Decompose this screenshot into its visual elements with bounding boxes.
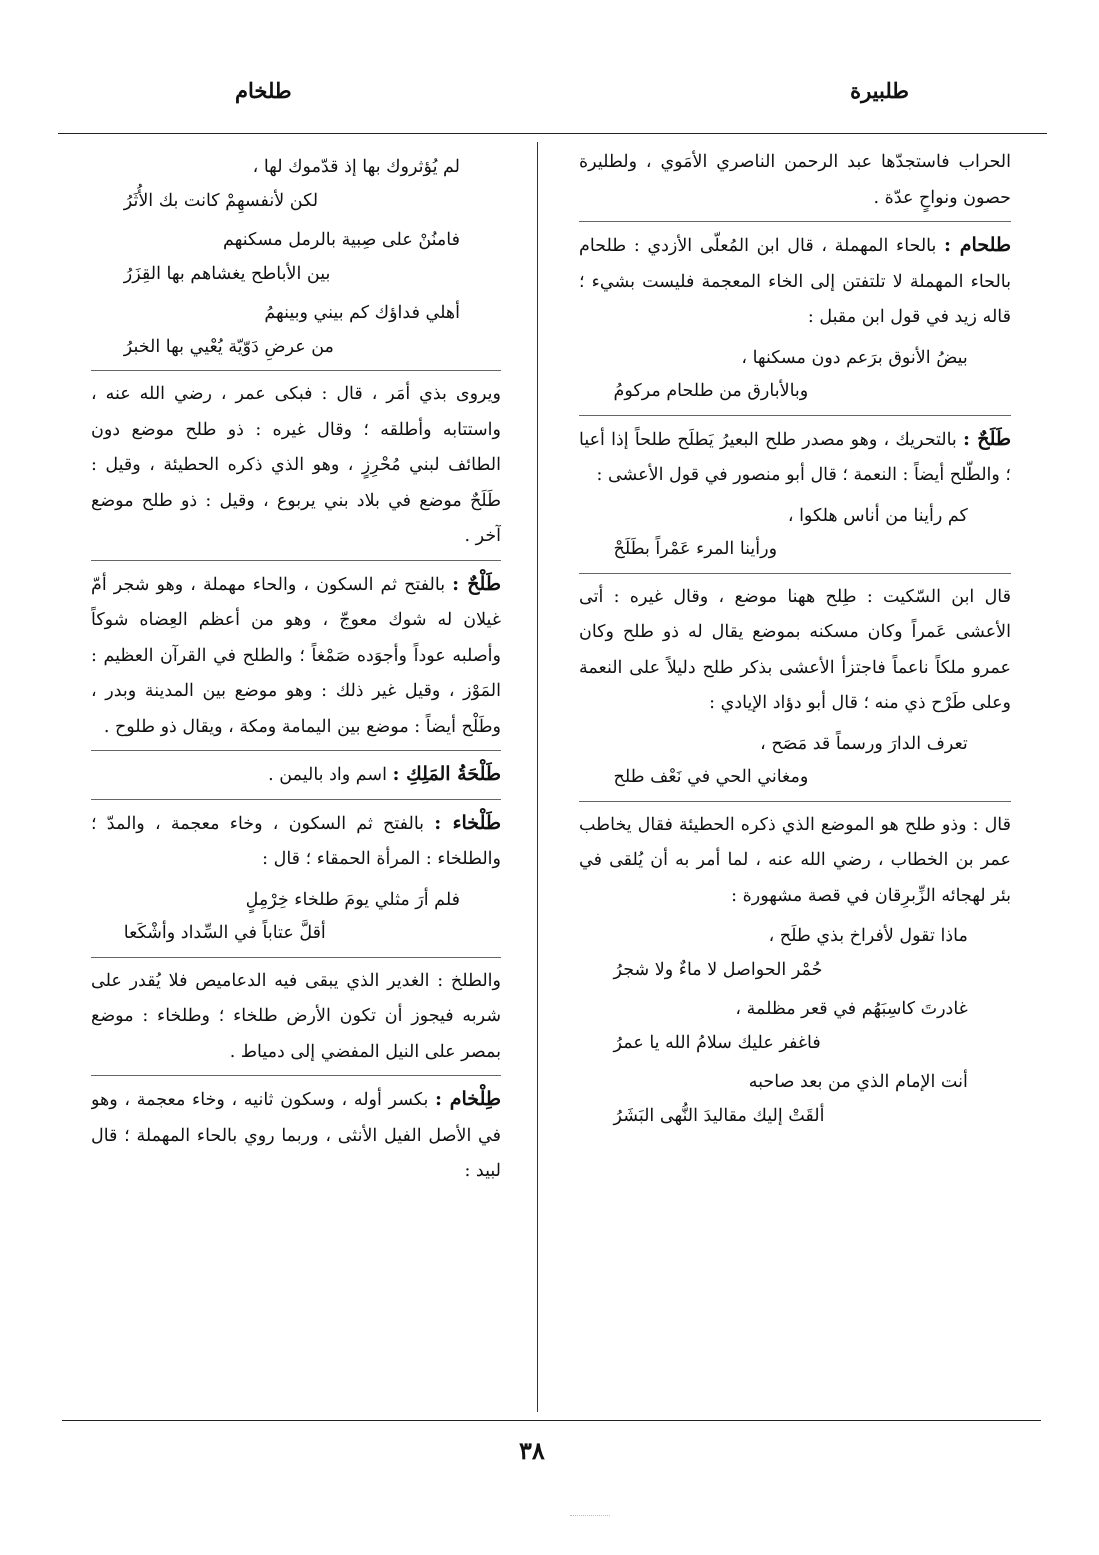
- verse-line: ألقَتْ إليك مقاليدَ النُّهى البَشَرُ: [613, 1105, 825, 1126]
- verse-line: بين الأباطح يغشاهم بها القِزَرُ: [123, 263, 331, 284]
- verse-line: حُمْر الحواصل لا ماءٌ ولا شجرُ: [613, 959, 823, 980]
- entry-separator: [579, 801, 1011, 802]
- entry-text: بالفتح ثم السكون ، والحاء مهملة ، وهو شجر أمّ غيلان له شوك معوجّ ، وهو من أعظم العِضاه شوكاً وأصلبه عوداً وأجوَده صَمْغاً ؛ والطلح في القرآن العظيم : المَوْز ، وقيل غير ذلك : وهو موضع بين المدينة وبدر ، وطَلْح أيضاً : موضع بين اليمامة ومكة ، ويقال ذو طلوح .: [91, 574, 501, 737]
- verse-line: لم يُؤثروك بها إذ قدّموك لها ،: [252, 157, 460, 177]
- entry-separator: [579, 221, 1011, 222]
- entry-text: بكسر أوله ، وسكون ثانيه ، وخاء معجمة ، وهو في الأصل الفيل الأنثى ، وربما روي بالحاء المهملة ؛ قال لبيد :: [91, 1090, 501, 1181]
- left-column: [91, 145, 501, 1415]
- verse-line: كم رأينا من أناس هلكوا ،: [787, 505, 968, 526]
- verse-line: ماذا تقول لأفراخ بذي طلَح ،: [768, 926, 968, 946]
- verse: [579, 342, 1011, 409]
- verse: [91, 151, 501, 218]
- verse: [579, 728, 1011, 795]
- verse-line: تعرف الدارَ ورسماً قد مَصَح ،: [760, 733, 968, 754]
- verse-line: لكن لأنفسهِمْ كانت بك الأُثَرُ: [123, 190, 319, 211]
- verse: [579, 993, 1011, 1060]
- verse: [579, 1066, 1011, 1133]
- intro-text: الحراب فاستجدّها عبد الرحمن الناصري الأمَوي ، ولطليرة حصون ونواحٍ عدّة .: [579, 152, 1011, 208]
- entry-talham: [579, 228, 1011, 336]
- verse-line: أنت الإمام الذي من بعد صاحبه: [748, 1072, 968, 1092]
- verse-line: أقلَّ عتاباً في السِّداد وأشْكَعا: [123, 923, 326, 943]
- verse-line: فامنُنْ على صِبية بالرمل مسكنهم: [222, 230, 460, 250]
- entry-text: بالتحريك ، وهو مصدر طلح البعيرُ يَطلَح طلحاً إذا أعيا ؛ والطّلح أيضاً : النعمة ؛ قال أبو منصور في قول الأعشى :: [579, 429, 1011, 485]
- running-head-right: طلبيرة: [850, 78, 909, 103]
- paragraph: والطلخ : الغدير الذي يبقى فيه الدعاميص فلا يُقدر على شربه فيجوز أن تكون الأرض طلخاء ؛ وطلخاء : موضع بمصر على النيل المفضي إلى دمياط .: [91, 970, 501, 1062]
- verse: [579, 920, 1011, 987]
- header-rule: [58, 133, 1047, 134]
- entry-headword: طلحام :: [944, 234, 1011, 256]
- entry-separator: [91, 1075, 501, 1076]
- entry-headword: طَلْحَةُ المَلِكِ :: [392, 763, 501, 785]
- entry-talhat-almalik: [91, 757, 501, 794]
- page-number: ٣٨: [519, 1436, 545, 1465]
- verse-line: فلم أرَ مثلي يومَ طلخاء خِرْمِلٍ: [245, 889, 460, 910]
- paragraph: ويروى بذي أمَر ، قال : فبكى عمر ، رضي الله عنه ، واستتابه وأطلقه ؛ وقال غيره : ذو طلح موضع دون الطائف لبني مُحْرِزٍ ، وهو الذي ذكره الحطيئة ، وقيل : طَلَحٌ موضع في بلاد بني يربوع ، وقيل : ذو طلح موضع آخر .: [91, 384, 501, 546]
- paragraph: قال : وذو طلح هو الموضع الذي ذكره الحطيئة فقال يخاطب عمر بن الخطاب ، رضي الله عنه ، لما أمر به أن يُلقى في بئر لهجائه الزِّبرِقان في قصة مشهورة :: [579, 814, 1011, 906]
- verse-line: فاغفر عليك سلامُ الله يا عمرُ: [613, 1032, 821, 1053]
- entry-headword: طِلْخام :: [435, 1088, 501, 1110]
- verse: [579, 500, 1011, 567]
- verse-line: ورأينا المرء عَمْراً بطَلَحْ: [613, 539, 778, 559]
- column-divider: [537, 142, 538, 1412]
- verse-line: غادرتَ كاسِبَهُم في قعر مظلمة ،: [735, 999, 968, 1019]
- verse: [91, 297, 501, 364]
- entry-headword: طَلْحٌ :: [452, 572, 501, 595]
- entry-separator: [91, 957, 501, 958]
- entry-separator: [579, 573, 1011, 574]
- entry-separator: [91, 370, 501, 371]
- verse-line: ومغاني الحي في نَعْف طلح: [613, 767, 809, 787]
- entry-separator: [91, 560, 501, 561]
- verse: [91, 884, 501, 951]
- scan-smudge: [570, 1515, 610, 1526]
- paragraph: قال ابن السّكيت : طِلح ههنا موضع ، وقال غيره : أتى الأعشى عَمراً وكان مسكنه بموضع يقال له ذو طلح وكان عمرو ملكاً ناعماً فاجتزأ الأعشى بذكر طلح دليلاً على النعمة وعلى طَرْح ذي منه ؛ قال أبو دؤاد الإيادي :: [579, 586, 1011, 713]
- entry-separator: [91, 799, 501, 800]
- entry-headword: طَلَحٌ :: [963, 427, 1011, 450]
- entry-headword: طَلْخاء :: [434, 811, 501, 834]
- verse-line: بيضُ الأنوق برَعم دون مسكنها ،: [741, 347, 968, 368]
- entry-separator: [91, 750, 501, 751]
- entry-text: بالحاء المهملة ، قال ابن المُعلّى الأزدي : طلحام بالحاء المهملة لا تلتفتن إلى الخاء المعجمة فليست بشيء ؛ قاله زيد في قول ابن مقبل :: [579, 236, 1011, 327]
- verse: [91, 224, 501, 291]
- entry-tilkham: [91, 1082, 501, 1190]
- footer-rule: [62, 1420, 1041, 1421]
- entry-talah: [579, 422, 1011, 494]
- verse-line: أهلي فداؤك كم بيني وبينهمُ: [264, 303, 460, 323]
- entry-text: اسم واد باليمن .: [268, 765, 387, 785]
- verse-line: من عرضِ دَوّيّة يُعْيي بها الخبرُ: [123, 336, 334, 357]
- entry-separator: [579, 415, 1011, 416]
- entry-talkha: [91, 806, 501, 878]
- entry-text: بالفتح ثم السكون ، وخاء معجمة ، والمدّ ؛ والطلخاء : المرأة الحمقاء ؛ قال :: [91, 813, 501, 869]
- running-head-left: طلخام: [235, 78, 292, 103]
- entry-talh: [91, 567, 501, 746]
- verse-line: وبالأبارق من طلحام مركومُ: [613, 381, 809, 401]
- right-column: [579, 145, 1011, 1415]
